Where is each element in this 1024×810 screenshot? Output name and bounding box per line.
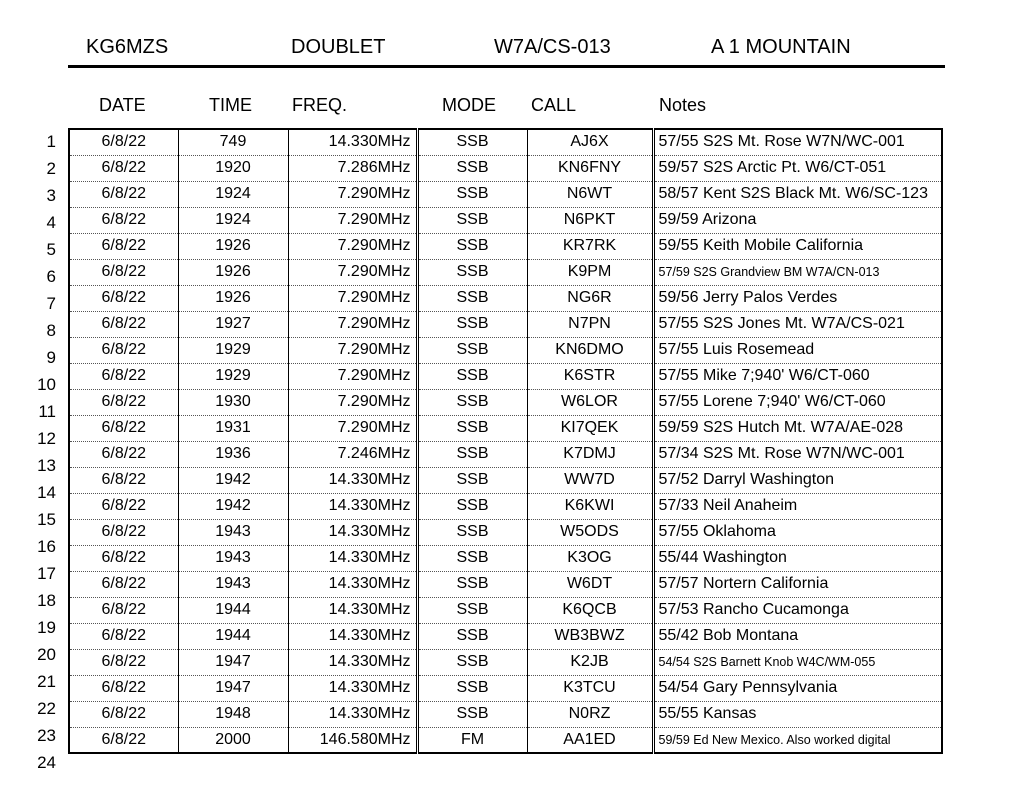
log-notes-cell: 57/55 Lorene 7;940' W6/CT-060 <box>653 389 942 415</box>
row-number: 17 <box>37 564 56 583</box>
log-freq-cell: 7.290MHz <box>288 259 417 285</box>
log-time-cell: 1920 <box>178 155 288 181</box>
log-time-cell: 1947 <box>178 675 288 701</box>
column-header-call: CALL <box>531 95 577 115</box>
log-time-cell: 1944 <box>178 597 288 623</box>
row-number: 7 <box>46 294 56 313</box>
log-call-cell: KN6DMO <box>527 337 653 363</box>
row-number: 14 <box>37 483 56 502</box>
table-row <box>69 129 942 155</box>
column-header-date: DATE <box>99 95 146 115</box>
log-freq-cell: 7.290MHz <box>288 415 417 441</box>
summit-reference: W7A/CS-013 <box>494 36 611 58</box>
table-row <box>69 467 942 493</box>
log-mode-cell: SSB <box>417 311 527 337</box>
row-number: 22 <box>37 699 56 718</box>
log-mode-cell: SSB <box>417 155 527 181</box>
log-notes-cell: 57/52 Darryl Washington <box>653 467 942 493</box>
log-notes-cell: 58/57 Kent S2S Black Mt. W6/SC-123 <box>653 181 942 207</box>
log-freq-cell: 14.330MHz <box>288 129 417 155</box>
log-mode-cell: SSB <box>417 493 527 519</box>
table-row <box>69 207 942 233</box>
log-time-cell: 1942 <box>178 467 288 493</box>
log-date-cell: 6/8/22 <box>69 415 178 441</box>
log-freq-cell: 7.290MHz <box>288 311 417 337</box>
log-call-cell: N7PN <box>527 311 653 337</box>
log-mode-cell: SSB <box>417 571 527 597</box>
log-notes-cell: 55/44 Washington <box>653 545 942 571</box>
log-notes-cell: 59/56 Jerry Palos Verdes <box>653 285 942 311</box>
row-number: 15 <box>37 510 56 529</box>
log-date-cell: 6/8/22 <box>69 233 178 259</box>
log-time-cell: 1931 <box>178 415 288 441</box>
log-notes-cell: 54/54 S2S Barnett Knob W4C/WM-055 <box>653 649 942 675</box>
log-notes-cell: 59/55 Keith Mobile California <box>653 233 942 259</box>
log-time-cell: 1927 <box>178 311 288 337</box>
row-number: 18 <box>37 591 56 610</box>
log-call-cell: K6STR <box>527 363 653 389</box>
log-time-cell: 1947 <box>178 649 288 675</box>
table-row <box>69 571 942 597</box>
table-row <box>69 701 942 727</box>
log-freq-cell: 7.290MHz <box>288 363 417 389</box>
log-mode-cell: SSB <box>417 337 527 363</box>
log-call-cell: K7DMJ <box>527 441 653 467</box>
log-date-cell: 6/8/22 <box>69 571 178 597</box>
log-date-cell: 6/8/22 <box>69 207 178 233</box>
log-mode-cell: SSB <box>417 649 527 675</box>
table-row <box>69 363 942 389</box>
log-call-cell: KI7QEK <box>527 415 653 441</box>
log-notes-cell: 57/59 S2S Grandview BM W7A/CN-013 <box>653 259 942 285</box>
log-date-cell: 6/8/22 <box>69 675 178 701</box>
log-mode-cell: SSB <box>417 285 527 311</box>
log-mode-cell: SSB <box>417 233 527 259</box>
log-date-cell: 6/8/22 <box>69 363 178 389</box>
table-row <box>69 285 942 311</box>
log-mode-cell: SSB <box>417 519 527 545</box>
row-number: 19 <box>37 618 56 637</box>
log-freq-cell: 14.330MHz <box>288 519 417 545</box>
column-header-mode: MODE <box>442 95 496 115</box>
header-divider <box>68 65 945 68</box>
table-row <box>69 259 942 285</box>
log-call-cell: NG6R <box>527 285 653 311</box>
operator-callsign: KG6MZS <box>86 36 169 58</box>
table-row <box>69 181 942 207</box>
log-date-cell: 6/8/22 <box>69 701 178 727</box>
log-call-cell: WB3BWZ <box>527 623 653 649</box>
log-mode-cell: SSB <box>417 415 527 441</box>
table-row <box>69 727 942 753</box>
log-mode-cell: SSB <box>417 701 527 727</box>
log-call-cell: N6PKT <box>527 207 653 233</box>
column-header-freq: FREQ. <box>292 95 348 115</box>
log-call-cell: K6KWI <box>527 493 653 519</box>
log-notes-cell: 57/33 Neil Anaheim <box>653 493 942 519</box>
row-number: 2 <box>46 159 56 178</box>
log-freq-cell: 146.580MHz <box>288 727 417 753</box>
table-row <box>69 597 942 623</box>
log-time-cell: 1929 <box>178 337 288 363</box>
table-row <box>69 311 942 337</box>
table-row <box>69 493 942 519</box>
log-call-cell: AA1ED <box>527 727 653 753</box>
log-notes-cell: 59/59 Ed New Mexico. Also worked digital <box>653 727 942 753</box>
log-date-cell: 6/8/22 <box>69 649 178 675</box>
log-mode-cell: SSB <box>417 675 527 701</box>
log-call-cell: K3OG <box>527 545 653 571</box>
log-time-cell: 1943 <box>178 519 288 545</box>
log-notes-cell: 57/55 Oklahoma <box>653 519 942 545</box>
table-row <box>69 337 942 363</box>
log-call-cell: K2JB <box>527 649 653 675</box>
table-row <box>69 623 942 649</box>
log-mode-cell: SSB <box>417 441 527 467</box>
row-number: 11 <box>38 402 56 421</box>
log-mode-cell: SSB <box>417 623 527 649</box>
log-call-cell: KN6FNY <box>527 155 653 181</box>
log-date-cell: 6/8/22 <box>69 129 178 155</box>
log-freq-cell: 14.330MHz <box>288 701 417 727</box>
log-date-cell: 6/8/22 <box>69 623 178 649</box>
table-row <box>69 519 942 545</box>
log-notes-cell: 55/42 Bob Montana <box>653 623 942 649</box>
table-row <box>69 441 942 467</box>
row-number: 3 <box>46 186 56 205</box>
log-freq-cell: 14.330MHz <box>288 493 417 519</box>
log-notes-cell: 57/55 S2S Mt. Rose W7N/WC-001 <box>653 129 942 155</box>
log-time-cell: 1943 <box>178 571 288 597</box>
row-number: 5 <box>46 240 56 259</box>
log-mode-cell: SSB <box>417 129 527 155</box>
log-notes-cell: 57/57 Nortern California <box>653 571 942 597</box>
log-freq-cell: 14.330MHz <box>288 597 417 623</box>
table-row <box>69 389 942 415</box>
log-notes-cell: 57/55 S2S Jones Mt. W7A/CS-021 <box>653 311 942 337</box>
log-date-cell: 6/8/22 <box>69 155 178 181</box>
table-row <box>69 233 942 259</box>
log-call-cell: KR7RK <box>527 233 653 259</box>
log-time-cell: 1936 <box>178 441 288 467</box>
log-freq-cell: 7.290MHz <box>288 337 417 363</box>
row-number: 6 <box>46 267 56 286</box>
log-date-cell: 6/8/22 <box>69 181 178 207</box>
summit-points: A 1 MOUNTAIN <box>711 36 851 58</box>
row-number: 20 <box>37 645 56 664</box>
column-header-time: TIME <box>209 95 252 115</box>
column-header-notes: Notes <box>659 95 707 115</box>
log-date-cell: 6/8/22 <box>69 597 178 623</box>
row-number: 12 <box>37 429 56 448</box>
log-freq-cell: 7.290MHz <box>288 207 417 233</box>
row-number: 13 <box>37 456 56 475</box>
log-mode-cell: SSB <box>417 181 527 207</box>
log-time-cell: 1944 <box>178 623 288 649</box>
log-call-cell: N0RZ <box>527 701 653 727</box>
log-date-cell: 6/8/22 <box>69 467 178 493</box>
row-number: 1 <box>46 132 56 151</box>
log-date-cell: 6/8/22 <box>69 285 178 311</box>
log-freq-cell: 7.286MHz <box>288 155 417 181</box>
qso-log-table <box>68 128 943 754</box>
row-number: 24 <box>37 753 56 772</box>
log-notes-cell: 59/57 S2S Arctic Pt. W6/CT-051 <box>653 155 942 181</box>
log-call-cell: K3TCU <box>527 675 653 701</box>
log-date-cell: 6/8/22 <box>69 337 178 363</box>
log-time-cell: 1930 <box>178 389 288 415</box>
log-notes-cell: 59/59 Arizona <box>653 207 942 233</box>
log-call-cell: K6QCB <box>527 597 653 623</box>
table-row <box>69 545 942 571</box>
log-date-cell: 6/8/22 <box>69 311 178 337</box>
log-time-cell: 1924 <box>178 181 288 207</box>
row-number: 21 <box>37 672 56 691</box>
table-row <box>69 649 942 675</box>
row-number: 23 <box>37 726 56 745</box>
log-mode-cell: SSB <box>417 259 527 285</box>
log-freq-cell: 7.290MHz <box>288 285 417 311</box>
log-freq-cell: 14.330MHz <box>288 545 417 571</box>
log-notes-cell: 57/55 Luis Rosemead <box>653 337 942 363</box>
log-mode-cell: FM <box>417 727 527 753</box>
log-date-cell: 6/8/22 <box>69 259 178 285</box>
log-time-cell: 749 <box>178 129 288 155</box>
log-time-cell: 1929 <box>178 363 288 389</box>
log-date-cell: 6/8/22 <box>69 519 178 545</box>
log-mode-cell: SSB <box>417 597 527 623</box>
log-time-cell: 1926 <box>178 259 288 285</box>
log-time-cell: 1943 <box>178 545 288 571</box>
log-freq-cell: 7.246MHz <box>288 441 417 467</box>
log-date-cell: 6/8/22 <box>69 441 178 467</box>
log-time-cell: 1948 <box>178 701 288 727</box>
log-notes-cell: 59/59 S2S Hutch Mt. W7A/AE-028 <box>653 415 942 441</box>
log-time-cell: 1942 <box>178 493 288 519</box>
log-notes-cell: 55/55 Kansas <box>653 701 942 727</box>
log-freq-cell: 14.330MHz <box>288 623 417 649</box>
log-date-cell: 6/8/22 <box>69 545 178 571</box>
row-number-column <box>10 128 60 776</box>
log-freq-cell: 14.330MHz <box>288 467 417 493</box>
log-date-cell: 6/8/22 <box>69 493 178 519</box>
log-mode-cell: SSB <box>417 363 527 389</box>
log-notes-cell: 57/34 S2S Mt. Rose W7N/WC-001 <box>653 441 942 467</box>
log-mode-cell: SSB <box>417 467 527 493</box>
log-freq-cell: 7.290MHz <box>288 389 417 415</box>
log-time-cell: 1926 <box>178 285 288 311</box>
log-call-cell: W6DT <box>527 571 653 597</box>
table-row <box>69 155 942 181</box>
row-number: 10 <box>37 375 56 394</box>
log-time-cell: 2000 <box>178 727 288 753</box>
table-row <box>69 415 942 441</box>
row-number: 8 <box>46 321 56 340</box>
log-call-cell: W5ODS <box>527 519 653 545</box>
log-time-cell: 1924 <box>178 207 288 233</box>
log-call-cell: W6LOR <box>527 389 653 415</box>
log-mode-cell: SSB <box>417 389 527 415</box>
log-call-cell: N6WT <box>527 181 653 207</box>
row-number: 16 <box>37 537 56 556</box>
row-number: 9 <box>46 348 56 367</box>
log-mode-cell: SSB <box>417 545 527 571</box>
row-number: 4 <box>46 213 56 232</box>
log-notes-cell: 54/54 Gary Pennsylvania <box>653 675 942 701</box>
log-date-cell: 6/8/22 <box>69 727 178 753</box>
log-notes-cell: 57/55 Mike 7;940' W6/CT-060 <box>653 363 942 389</box>
log-call-cell: K9PM <box>527 259 653 285</box>
log-call-cell: WW7D <box>527 467 653 493</box>
log-freq-cell: 14.330MHz <box>288 649 417 675</box>
log-notes-cell: 57/53 Rancho Cucamonga <box>653 597 942 623</box>
summit-name: DOUBLET <box>291 36 386 58</box>
log-freq-cell: 7.290MHz <box>288 233 417 259</box>
log-freq-cell: 14.330MHz <box>288 571 417 597</box>
log-date-cell: 6/8/22 <box>69 389 178 415</box>
log-time-cell: 1926 <box>178 233 288 259</box>
log-mode-cell: SSB <box>417 207 527 233</box>
table-row <box>69 675 942 701</box>
log-freq-cell: 7.290MHz <box>288 181 417 207</box>
log-call-cell: AJ6X <box>527 129 653 155</box>
log-freq-cell: 14.330MHz <box>288 675 417 701</box>
